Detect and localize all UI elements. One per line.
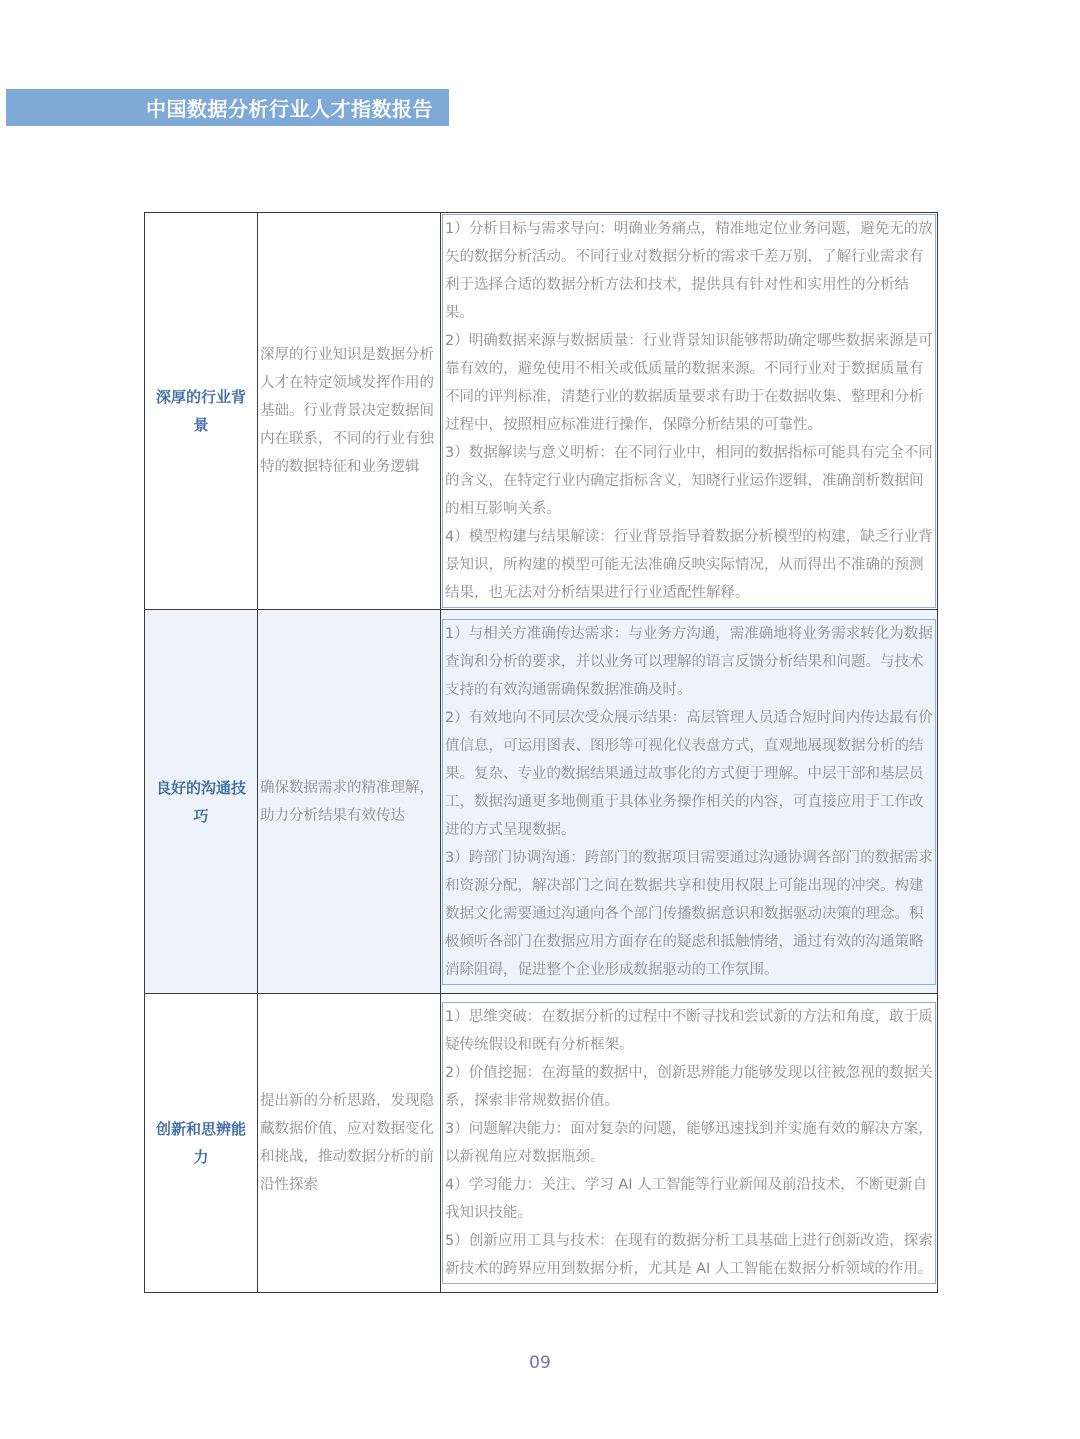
detail-item: 3）数据解读与意义明析：在不同行业中，相同的数据指标可能具有完全不同的含义，在特定行业内确定指标含义，知晓行业运作逻辑，准确剖析数据间的相互影响关系。 bbox=[445, 445, 933, 517]
row-label: 深厚的行业背景 bbox=[145, 213, 258, 610]
detail-item: 1）思维突破：在数据分析的过程中不断寻找和尝试新的方法和角度，敢于质疑传统假设和既有分析框架。 bbox=[445, 1009, 933, 1053]
detail-item: 5）创新应用工具与技术：在现有的数据分析工具基础上进行创新改造，探索新技术的跨界应用到数据分析，尤其是 AI 人工智能在数据分析领域的作用。 bbox=[445, 1233, 933, 1277]
detail-item: 2）明确数据来源与数据质量：行业背景知识能够帮助确定哪些数据来源是可靠有效的，避免使用不相关或低质量的数据来源。不同行业对于数据质量有不同的评判标准，清楚行业的数据质量要求有助于在数据收集、整理和分析过程中，按照相应标准进行操作，保障分析结果的可靠性。 bbox=[445, 333, 933, 433]
detail-item: 2）价值挖掘：在海量的数据中，创新思辨能力能够发现以往被忽视的数据关系，探索非常规数据价值。 bbox=[445, 1065, 933, 1109]
detail-item: 1）分析目标与需求导向：明确业务痛点，精准地定位业务问题，避免无的放矢的数据分析活动。不同行业对数据分析的需求千差万别，了解行业需求有利于选择合适的数据分析方法和技术，提供具有针对性和实用性的分析结果。 bbox=[445, 221, 933, 321]
detail-item: 1）与相关方准确传达需求：与业务方沟通，需准确地将业务需求转化为数据查询和分析的要求，并以业务可以理解的语言反馈分析结果和问题。与技术支持的有效沟通需确保数据准确及时。 bbox=[445, 625, 933, 698]
detail-item: 2）有效地向不同层次受众展示结果：高层管理人员适合短时间内传达最有价值信息，可运用图表、图形等可视化仪表盘方式，直观地展现数据分析的结果。复杂、专业的数据结果通过故事化的方式便于理解。中层干部和基层员工，数据沟通更多地侧重于具体业务操作相关的内容，可直接应用于工作改进的方式呈现数据。 bbox=[445, 709, 933, 838]
row-summary: 确保数据需求的精准理解，助力分析结果有效传达 bbox=[258, 610, 441, 994]
row-details bbox=[441, 994, 938, 1293]
row-summary: 深厚的行业知识是数据分析人才在特定领域发挥作用的基础。行业背景决定数据间内在联系，不同的行业有独特的数据特征和业务逻辑 bbox=[258, 213, 441, 610]
detail-item: 4）学习能力：关注、学习 AI 人工智能等行业新闻及前沿技术，不断更新自我知识技能。 bbox=[445, 1177, 928, 1221]
table-row bbox=[145, 994, 938, 1293]
row-summary: 提出新的分析思路，发现隐藏数据价值，应对数据变化和挑战，推动数据分析的前沿性探索 bbox=[258, 994, 441, 1293]
detail-item: 3）跨部门协调沟通：跨部门的数据项目需要通过沟通协调各部门的数据需求和资源分配，解决部门之间在数据共享和使用权限上可能出现的冲突。构建数据文化需要通过沟通向各个部门传播数据意识和数据驱动决策的理念。积极倾听各部门在数据应用方面存在的疑虑和抵触情绪，通过有效的沟通策略消除阻碍，促进整个企业形成数据驱动的工作氛围。 bbox=[445, 849, 933, 978]
skills-table bbox=[144, 212, 938, 1293]
detail-item: 4）模型构建与结果解读：行业背景指导着数据分析模型的构建，缺乏行业背景知识，所构建的模型可能无法准确反映实际情况，从而得出不准确的预测结果，也无法对分析结果进行行业适配性解释。 bbox=[445, 529, 933, 601]
row-details bbox=[441, 610, 938, 994]
report-title-bar bbox=[6, 89, 449, 126]
table-row bbox=[145, 610, 938, 994]
table-row bbox=[145, 213, 938, 610]
page-number: 09 bbox=[529, 1353, 551, 1373]
report-title: 中国数据分析行业人才指数报告 bbox=[146, 97, 433, 121]
row-details bbox=[441, 213, 938, 610]
row-label: 良好的沟通技巧 bbox=[145, 610, 258, 994]
row-label: 创新和思辨能力 bbox=[145, 994, 258, 1293]
detail-item: 3）问题解决能力：面对复杂的问题，能够迅速找到并实施有效的解决方案，以新视角应对数据瓶颈。 bbox=[445, 1121, 933, 1165]
